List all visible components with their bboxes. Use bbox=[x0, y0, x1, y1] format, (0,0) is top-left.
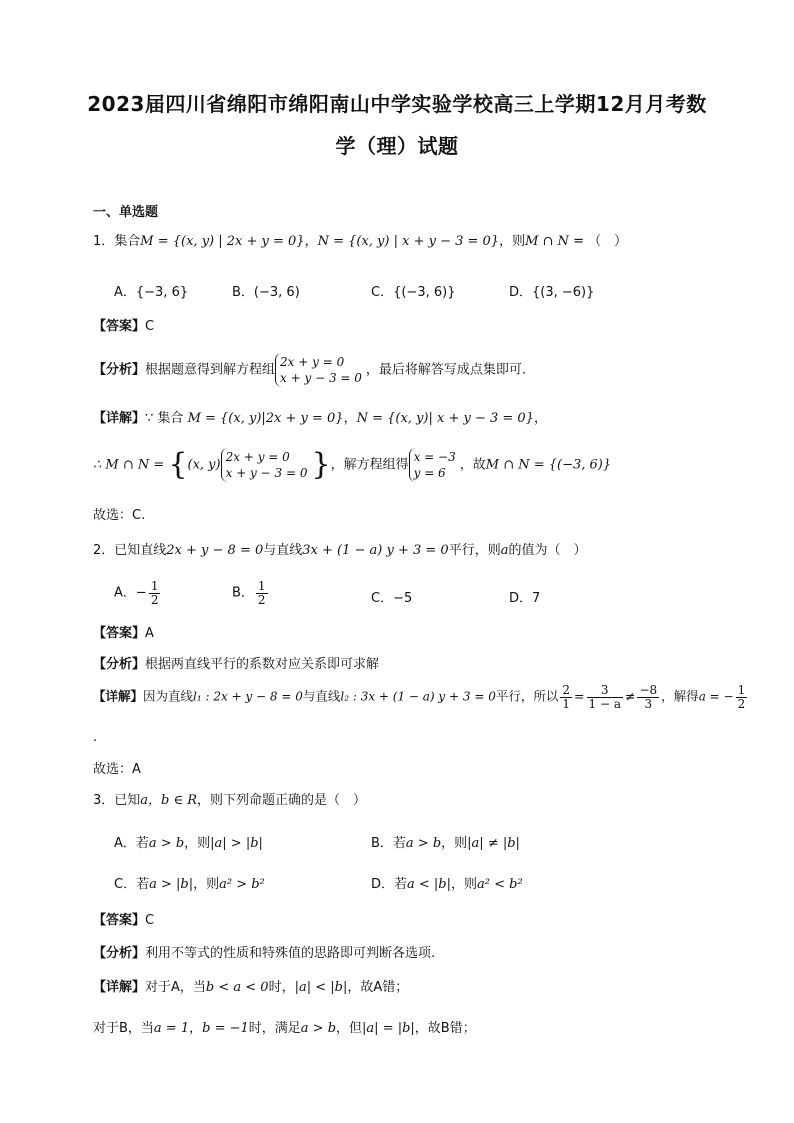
document-title-line2: 学（理）试题 bbox=[335, 134, 459, 158]
option-math: a < |b| bbox=[407, 877, 452, 892]
detail-math: a = 1 bbox=[153, 1021, 190, 1036]
detail-text: ， bbox=[533, 411, 547, 426]
numerator: 1 bbox=[150, 579, 159, 593]
fraction bbox=[560, 684, 572, 710]
q2-text: 平行，则 bbox=[448, 543, 501, 558]
q2-line1: 2x + y − 8 = 0 bbox=[166, 543, 264, 558]
q1-detail bbox=[93, 411, 547, 427]
q1-blank: = （ ） bbox=[568, 234, 628, 249]
detail-text: 与直线 bbox=[302, 688, 341, 704]
detail-text: 时， bbox=[268, 980, 295, 995]
option-text: A．若 bbox=[114, 836, 149, 851]
q3-detail-b bbox=[93, 1021, 476, 1037]
detail-text: ，解得 bbox=[661, 688, 699, 704]
equation: 2x + y = 0 bbox=[280, 355, 345, 369]
equation-system bbox=[275, 353, 366, 387]
detail-text: ， bbox=[189, 1021, 203, 1036]
option-math: a > |b| bbox=[149, 877, 194, 892]
detail-text: ，但 bbox=[336, 1021, 363, 1036]
fraction bbox=[256, 580, 268, 606]
q1-intersection: M ∩ N bbox=[525, 234, 569, 249]
detail-line1: l₁ : 2x + y − 8 = 0 bbox=[193, 689, 303, 704]
fraction bbox=[149, 580, 161, 606]
question-3-stem bbox=[93, 793, 366, 809]
q2-choose: 故选：A bbox=[93, 762, 141, 777]
solution: x = −3 bbox=[413, 450, 456, 464]
q1-number: 1．集合 bbox=[93, 234, 141, 249]
equals-sign: = bbox=[574, 688, 585, 704]
answer-value: C bbox=[145, 913, 155, 928]
detail-text: 对于B，当 bbox=[93, 1021, 154, 1036]
numerator: 1 bbox=[257, 579, 266, 593]
q1-therefore bbox=[93, 448, 611, 482]
equation-system bbox=[221, 448, 312, 482]
analysis-text: 根据两直线平行的系数对应关系即可求解 bbox=[145, 657, 380, 672]
q3-analysis bbox=[93, 946, 435, 962]
detail-text: ，故 bbox=[459, 457, 486, 473]
option-label: A． bbox=[114, 585, 136, 601]
detail-math: |a| = |b| bbox=[362, 1021, 415, 1036]
q2-trailing-dot: . bbox=[93, 730, 98, 745]
numerator: 1 bbox=[737, 683, 746, 697]
detail-set-m: M = {(x, y)|2x + y = 0} bbox=[187, 411, 344, 426]
detail-text: 对于A，当 bbox=[145, 980, 206, 995]
q1-option-c: C．{(−3, 6)} bbox=[371, 285, 456, 300]
solution: y = 6 bbox=[413, 466, 446, 481]
q2-analysis bbox=[93, 657, 379, 673]
q2-text: 的值为（ ） bbox=[508, 543, 587, 558]
answer-tag: 【答案】 bbox=[93, 913, 146, 928]
option-text: B．若 bbox=[371, 836, 406, 851]
q3-text: ，则下列命题正确的是（ ） bbox=[197, 793, 367, 808]
equation: 2x + y = 0 bbox=[225, 450, 290, 464]
numerator: 3 bbox=[587, 684, 623, 698]
analysis-text: 根据题意得到解方程组 bbox=[145, 362, 276, 378]
option-math: |a| > |b| bbox=[210, 836, 263, 851]
question-1-stem bbox=[93, 234, 627, 250]
q3-option-a bbox=[114, 832, 263, 851]
option-text: C．若 bbox=[114, 877, 150, 892]
brace-left: { bbox=[168, 447, 188, 483]
q3-detail bbox=[93, 980, 408, 996]
detail-tag: 【详解】 bbox=[93, 980, 146, 995]
analysis-tag: 【分析】 bbox=[93, 946, 146, 961]
analysis-tag: 【分析】 bbox=[93, 362, 146, 378]
detail-math: a > b bbox=[300, 1021, 337, 1036]
q2-number: 2．已知直线 bbox=[93, 543, 167, 558]
denominator: 1 bbox=[562, 696, 571, 711]
detail-text: ，解方程组得 bbox=[330, 457, 409, 473]
option-text: ，则 bbox=[441, 836, 468, 851]
q1-set-m: M = {(x, y) | 2x + y = 0} bbox=[140, 234, 305, 249]
q1-set-n: N = {(x, y) | x + y − 3 = 0} bbox=[317, 234, 500, 249]
detail-text: ， bbox=[343, 411, 357, 426]
detail-text: ，故B错； bbox=[414, 1021, 476, 1036]
solution-system bbox=[409, 448, 460, 482]
analysis-text: 利用不等式的性质和特殊值的思路即可判断各选项. bbox=[145, 946, 436, 961]
q1-analysis bbox=[93, 353, 526, 387]
q3-option-d bbox=[371, 873, 523, 892]
detail-line2: l₂ : 3x + (1 − a) y + 3 = 0 bbox=[340, 689, 496, 704]
analysis-tag: 【分析】 bbox=[93, 657, 146, 672]
numerator: 2 bbox=[562, 683, 571, 697]
option-text: D．若 bbox=[371, 877, 408, 892]
option-math: a > b bbox=[148, 836, 185, 851]
q1-answer bbox=[93, 319, 154, 335]
q3-option-b bbox=[371, 832, 520, 851]
q1-option-a: A．{−3, 6} bbox=[114, 285, 189, 300]
q2-option-d: D．7 bbox=[509, 591, 541, 606]
detail-text: ，故A错； bbox=[347, 980, 409, 995]
answer-value: C bbox=[145, 319, 155, 334]
detail-text: 平行，所以 bbox=[495, 688, 559, 704]
brace-right: } bbox=[311, 447, 331, 483]
q1-choose: 故选：C. bbox=[93, 508, 146, 523]
q1-option-d: D．{(3, −6)} bbox=[509, 285, 595, 300]
denominator: 2 bbox=[150, 592, 159, 607]
detail-result: a = − bbox=[698, 689, 734, 704]
option-text: ，则 bbox=[184, 836, 211, 851]
analysis-text: ，最后将解答写成点集即可. bbox=[365, 362, 527, 378]
document-title-line1: 2023届四川省绵阳市绵阳南山中学实验学校高三上学期12月月考数 bbox=[87, 92, 707, 116]
equation: x + y − 3 = 0 bbox=[280, 371, 362, 386]
section-heading: 一、单选题 bbox=[93, 205, 159, 220]
q2-detail bbox=[93, 684, 749, 710]
detail-text: 因为直线 bbox=[143, 688, 194, 704]
q2-var: a bbox=[500, 543, 509, 558]
q2-answer bbox=[93, 626, 154, 642]
q3-number: 3．已知 bbox=[93, 793, 141, 808]
set-element: (x, y) bbox=[187, 457, 221, 473]
final-result: M ∩ N = {(−3, 6)} bbox=[485, 457, 612, 473]
q1-option-b: B．(−3, 6) bbox=[232, 285, 300, 300]
q3-condition: a，b ∈ R bbox=[140, 793, 198, 808]
option-math: a > b bbox=[405, 836, 442, 851]
detail-text: ∵ 集合 bbox=[145, 411, 184, 426]
detail-math: |a| < |b| bbox=[294, 980, 348, 995]
q2-option-c: C．−5 bbox=[371, 591, 413, 606]
detail-set-n: N = {(x, y)| x + y − 3 = 0} bbox=[356, 411, 534, 426]
q3-option-c bbox=[114, 873, 265, 892]
q2-option-b bbox=[232, 580, 270, 606]
q2-text: 与直线 bbox=[263, 543, 303, 558]
option-math: |a| ≠ |b| bbox=[467, 836, 520, 851]
numerator: −8 bbox=[639, 683, 658, 697]
q3-answer bbox=[93, 913, 154, 929]
q2-option-a bbox=[114, 580, 162, 606]
detail-tag: 【详解】 bbox=[93, 411, 146, 426]
option-text: ，则 bbox=[451, 877, 478, 892]
detail-math: b = −1 bbox=[202, 1021, 249, 1036]
not-equal-sign: ≠ bbox=[624, 688, 636, 704]
detail-math: b < a < 0 bbox=[205, 980, 269, 995]
fraction bbox=[736, 684, 748, 710]
q1-sep: ， bbox=[304, 234, 318, 249]
answer-value: A bbox=[145, 626, 154, 641]
detail-tag: 【详解】 bbox=[93, 688, 144, 704]
therefore-expr: ∴ M ∩ N = bbox=[93, 457, 165, 473]
denominator: 1 − a bbox=[588, 696, 621, 711]
fraction bbox=[637, 684, 659, 710]
q1-then: ，则 bbox=[499, 234, 526, 249]
option-math: a² > b² bbox=[219, 877, 265, 892]
question-2-stem bbox=[93, 543, 586, 559]
denominator: 2 bbox=[257, 592, 266, 607]
option-label: B． bbox=[232, 585, 254, 601]
denominator: 3 bbox=[644, 696, 653, 711]
denominator: 2 bbox=[737, 696, 746, 711]
answer-tag: 【答案】 bbox=[93, 626, 146, 641]
minus-sign: − bbox=[135, 585, 147, 601]
equation: x + y − 3 = 0 bbox=[225, 466, 308, 481]
fraction bbox=[587, 684, 623, 710]
q2-line2: 3x + (1 − a) y + 3 = 0 bbox=[302, 543, 449, 558]
option-math: a² < b² bbox=[477, 877, 523, 892]
answer-tag: 【答案】 bbox=[93, 319, 146, 334]
detail-text: 时，满足 bbox=[248, 1021, 301, 1036]
option-text: ，则 bbox=[193, 877, 220, 892]
